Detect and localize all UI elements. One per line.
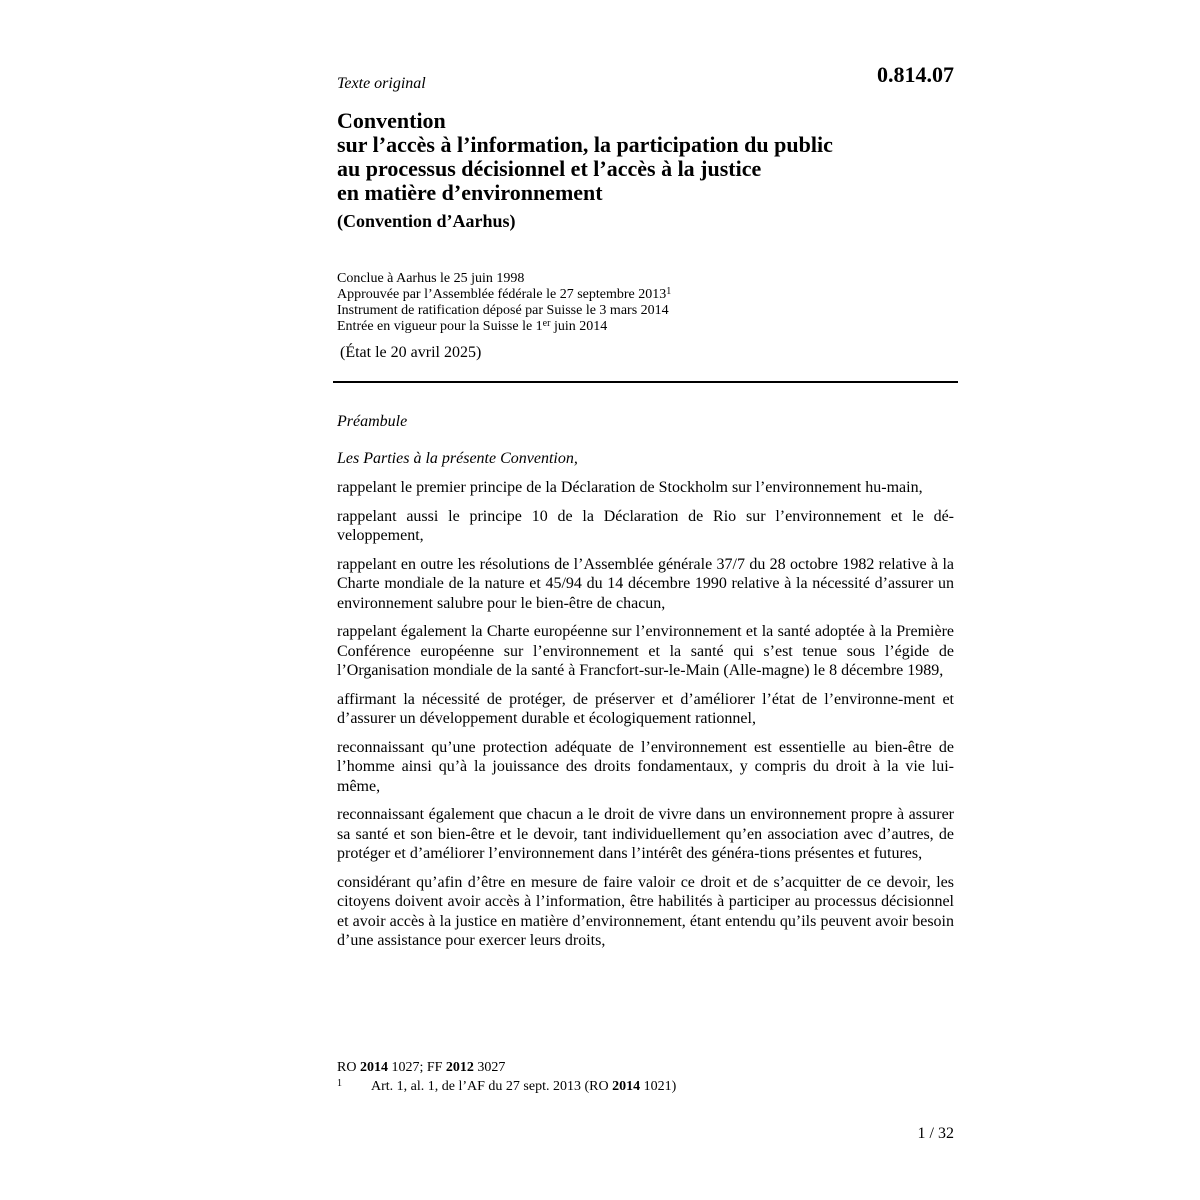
preamble-paragraph: rappelant aussi le principe 10 de la Déclaration de Rio sur l’environnement et le dé-veloppement, xyxy=(337,507,954,544)
entry-prefix: Entrée en vigueur pour la Suisse le 1 xyxy=(337,319,543,334)
document-metadata xyxy=(337,271,671,335)
parties-line: Les Parties à la présente Convention, xyxy=(337,450,578,467)
footnote-1 xyxy=(337,1077,676,1096)
approved-date xyxy=(337,287,671,303)
title-line-1: Convention xyxy=(337,108,446,133)
ratification-date: Instrument de ratification déposé par Suisse le 3 mars 2014 xyxy=(337,303,669,318)
footnote-text: Art. 1, al. 1, de l’AF du 27 sept. 2013 (RO xyxy=(371,1079,613,1094)
sr-number: 0.814.07 xyxy=(877,62,954,87)
footnotes xyxy=(337,1058,676,1096)
preamble-heading: Préambule xyxy=(337,413,408,430)
footnote-end: 1021) xyxy=(640,1079,677,1094)
concluded-date: Conclue à Aarhus le 25 juin 1998 xyxy=(337,271,525,286)
entry-into-force xyxy=(337,319,671,335)
title-line-2: sur l’accès à l’information, la participation du public xyxy=(337,132,833,157)
preamble-paragraph: rappelant également la Charte européenne sur l’environnement et la santé adoptée à la Première Conférence européenne sur l’environnement et la santé qui s’est tenue sous l’égide de l’Organisation mondiale de la santé à Francfort-sur-le-Main (Alle-magne) le 8 décembre 1989, xyxy=(337,623,954,679)
document-subtitle: (Convention d’Aarhus) xyxy=(337,211,516,231)
preamble-paragraph: rappelant en outre les résolutions de l’Assemblée générale 37/7 du 28 octobre 1982 relative à la Charte mondiale de la nature et 45/94 du 14 décembre 1990 relative à la nécessité d’assurer un environnement salubre pour le bien-être de chacun, xyxy=(337,555,954,612)
ro-prefix: RO xyxy=(337,1060,360,1075)
ro-year: 2014 xyxy=(359,1060,388,1075)
ro-page: 1027; FF xyxy=(387,1060,446,1075)
preamble-paragraph: affirmant la nécessité de protéger, de préserver et d’améliorer l’état de l’environne-ment et d’assurer un développement durable et écologiquement rationnel, xyxy=(337,690,954,727)
approved-text: Approuvée par l’Assemblée fédérale le 27 septembre 2013 xyxy=(337,287,667,302)
page-number: 1 / 32 xyxy=(917,1125,954,1142)
preamble-paragraph: reconnaissant également que chacun a le droit de vivre dans un environnement propre à assurer sa santé et son bien-être et le devoir, tant individuellement qu’en association avec d’autres, de protéger et d’améliorer l’environnement dans l’intérêt des généra-tions présentes et futures, xyxy=(337,806,954,862)
title-line-4: en matière d’environnement xyxy=(337,180,603,205)
entry-suffix: juin 2014 xyxy=(550,319,608,334)
footnote-mark: 1 xyxy=(337,1078,342,1089)
ff-year: 2012 xyxy=(445,1060,474,1075)
status-date: (État le 20 avril 2025) xyxy=(340,344,482,361)
ff-page: 3027 xyxy=(473,1060,506,1075)
ro-reference xyxy=(337,1058,676,1077)
title-line-3: au processus décisionnel et l’accès à la justice xyxy=(337,156,762,181)
preamble-paragraph: reconnaissant qu’une protection adéquate de l’environnement est essentielle au bien-être de l’homme ainsi qu’à la jouissance des droits fondamentaux, y compris du droit à la vie lui-même, xyxy=(337,738,954,795)
footnote-ref-1[interactable]: 1 xyxy=(666,286,672,297)
entry-superscript: er xyxy=(542,318,551,329)
footnote-year: 2014 xyxy=(612,1079,641,1094)
document-title xyxy=(337,109,957,232)
header-divider xyxy=(333,381,958,383)
preamble-paragraph: considérant qu’afin d’être en mesure de faire valoir ce droit et de s’acquitter de ce devoir, les citoyens doivent avoir accès à l’information, être habilités à participer au processus décisionnel et avoir accès à la justice en matière d’environnement, étant entendu qu’ils peuvent avoir besoin d’une assistance pour exercer leurs droits, xyxy=(337,873,954,949)
preamble-body xyxy=(337,478,954,960)
preamble-paragraph: rappelant le premier principe de la Déclaration de Stockholm sur l’environnement hu-main, xyxy=(337,479,923,496)
original-text-label: Texte original xyxy=(337,75,426,92)
